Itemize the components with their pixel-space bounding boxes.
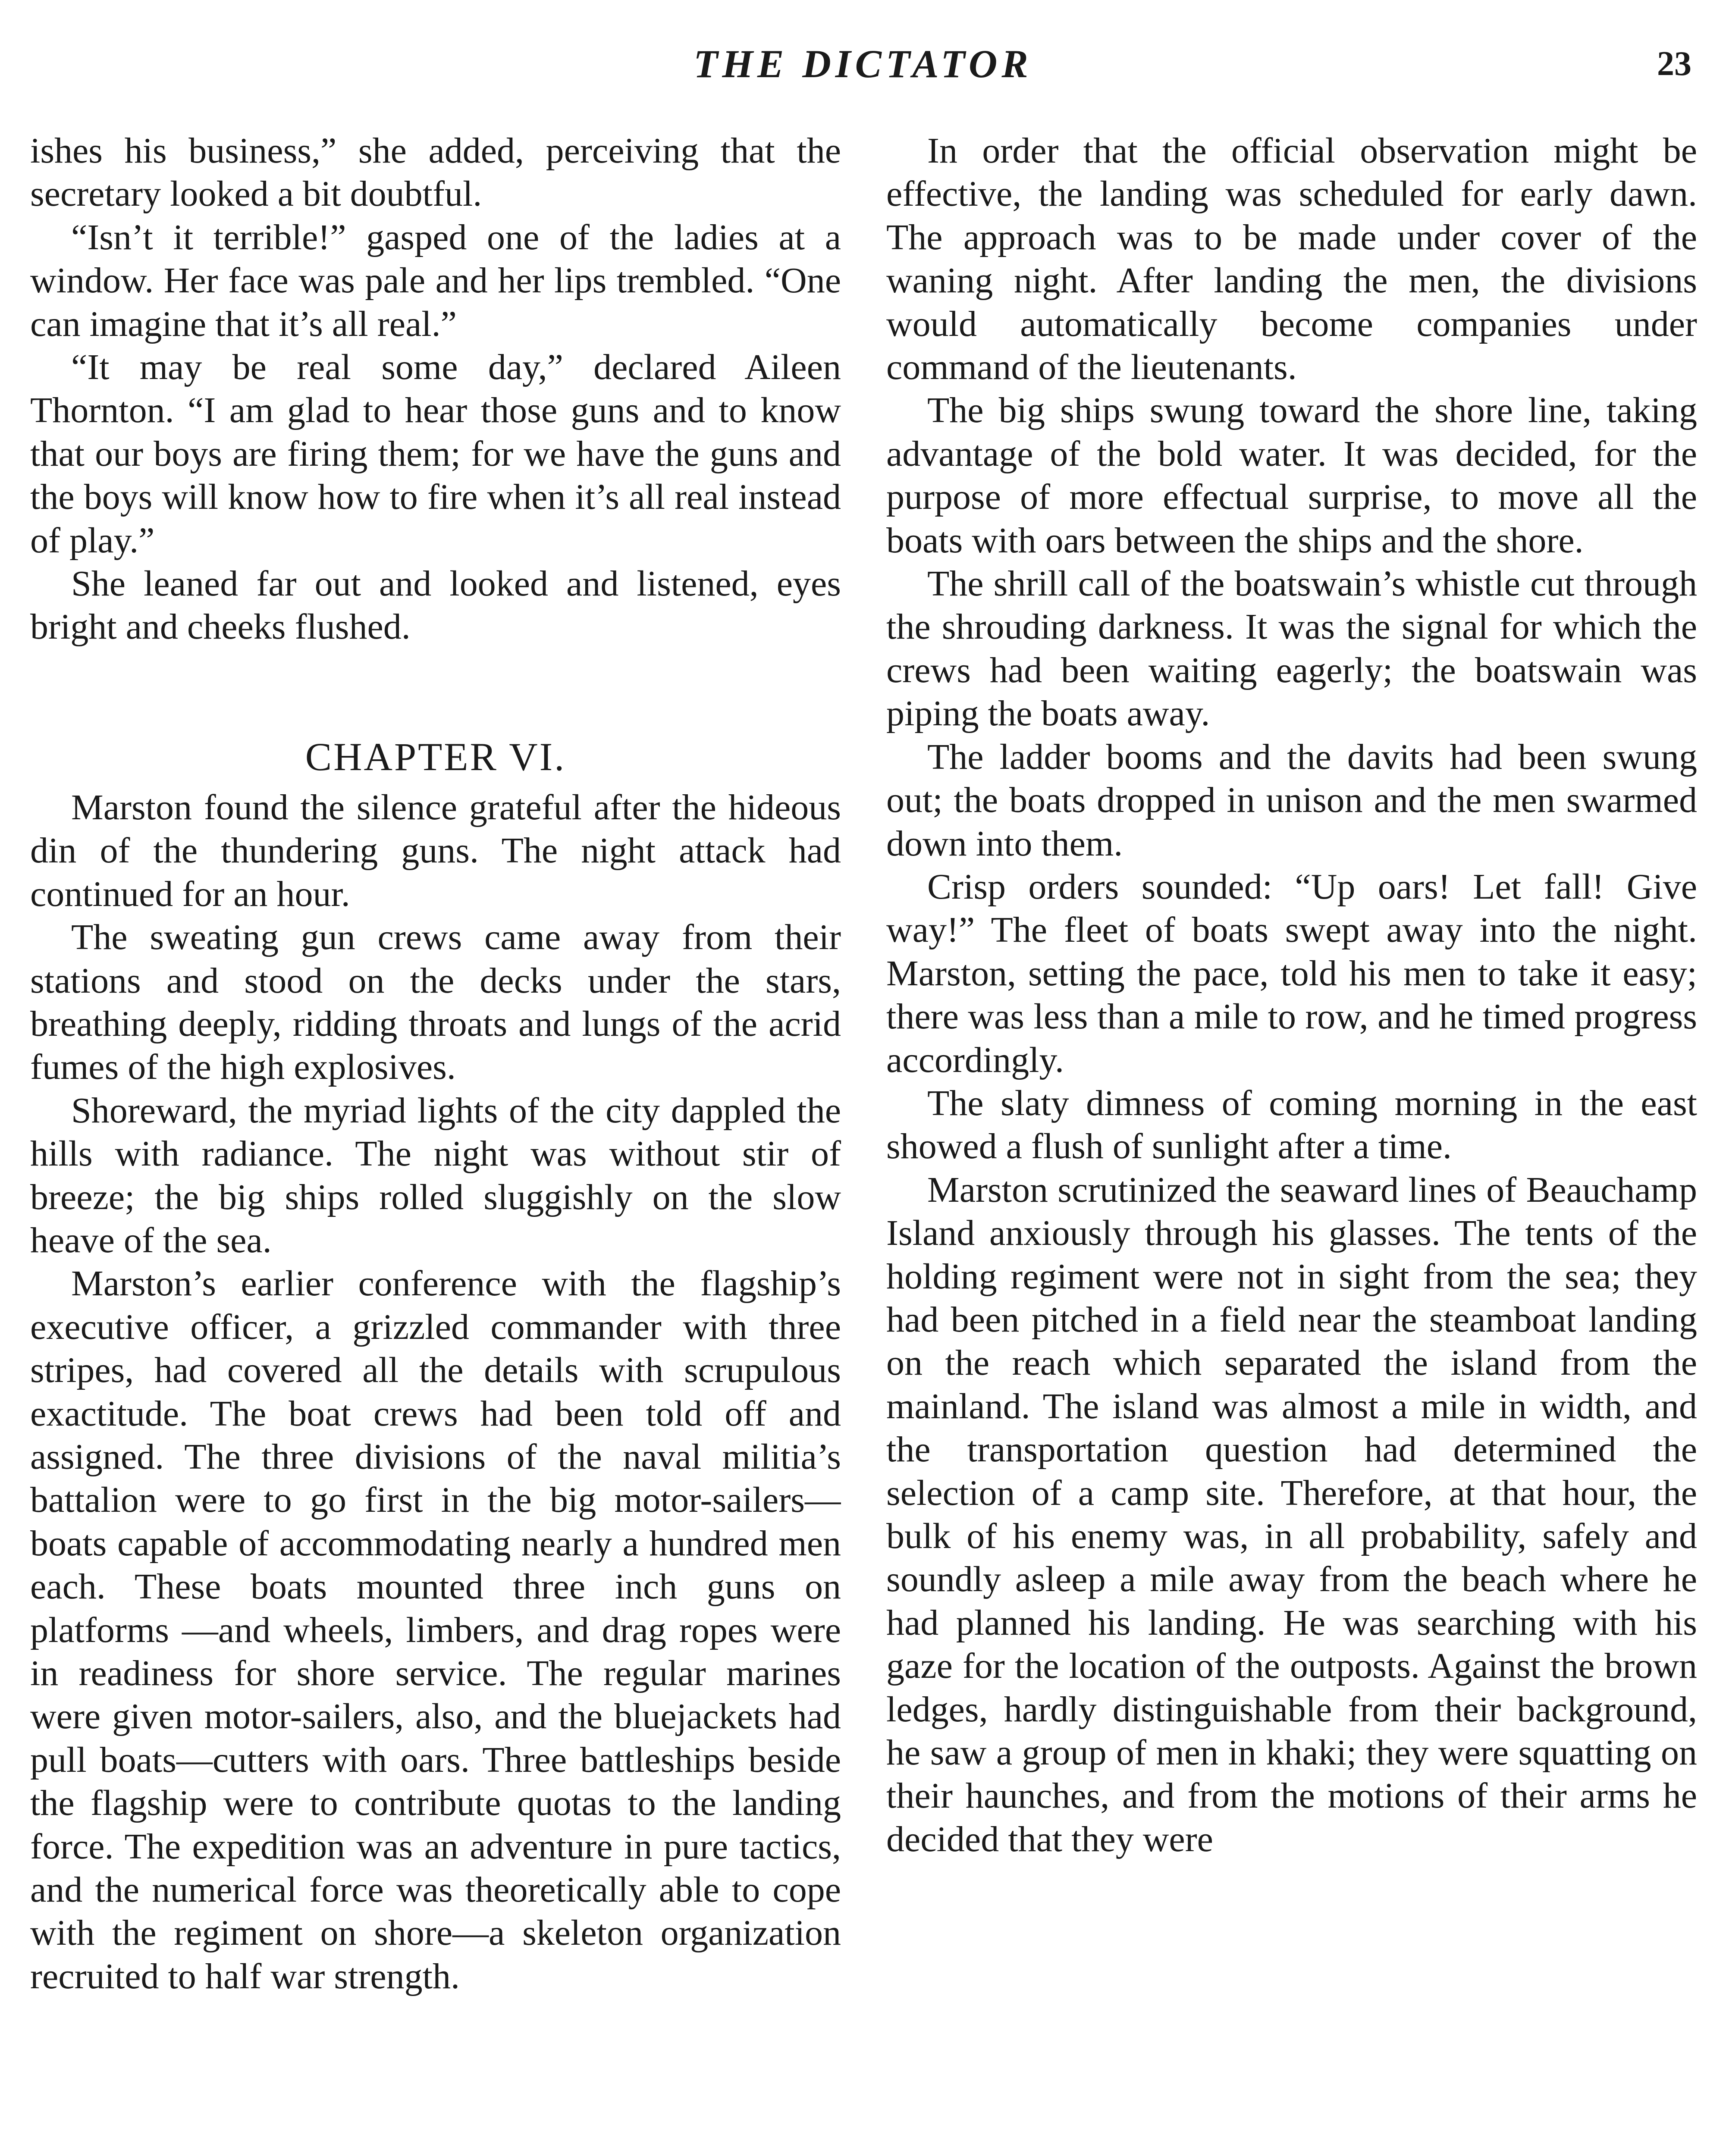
paragraph: “It may be real some day,” declared Aileen Thornton. “I am glad to hear those guns and to know that our boys are firing them; for we have the guns and the boys will know how to fire when it’s all real instead of play.” <box>30 347 841 561</box>
page-number: 23 <box>1657 45 1691 83</box>
paragraph: Crisp orders sounded: “Up oars! Let fall! Give way!” The fleet of boats swept away into the night. Marston, setting the pace, told his men to take it easy; there was less than a mile to row, and he timed progress accordingly. <box>886 866 1697 1080</box>
paragraph: The slaty dimness of coming morning in the east showed a flush of sunlight after a time. <box>886 1083 1697 1167</box>
chapter-heading: CHAPTER VI. <box>305 734 566 779</box>
paragraph: Marston’s earlier conference with the flagship’s executive officer, a grizzled commander with three stripes, had covered all the details with scrupulous exactitude. The boat crews had been told off and assigned. The three divisions of the naval militia’s battalion were to go first in the big motor-sailers—boats capable of accommodating nearly a hundred men each. These boats mounted three inch guns on platforms —and wheels, limbers, and drag ropes were in readiness for shore service. The regular marines were given motor-sailers, also, and the bluejackets had pull boats—cutters with oars. Three battleships beside the flagship were to contribute quotas to the landing force. The expedition was an adventure in pure tactics, and the numerical force was theoretically able to cope with the regiment on shore—a skeleton organization recruited to half war strength. <box>30 1263 841 1996</box>
running-head <box>0 41 1726 93</box>
paragraph: ishes his business,” she added, perceiving that the secretary looked a bit doubtful. <box>30 131 841 214</box>
paragraph: The big ships swung toward the shore line, taking advantage of the bold water. It was decided, for the purpose of more effectual surprise, to move all the boats with oars between the ships and the shore. <box>886 390 1697 561</box>
paragraph: Marston scrutinized the seaward lines of Beauchamp Island anxiously through his glasses. The tents of the holding regiment were not in sight from the sea; they had been pitched in a field near the steamboat landing on the reach which separated the island from the mainland. The island was almost a mile in width, and the transportation question had determined the selection of a camp site. Therefore, at that hour, the bulk of his enemy was, in all probability, safely and soundly asleep a mile away from the beach where he had planned his landing. He was searching with his gaze for the location of the outposts. Against the brown ledges, hardly distinguishable from their background, he saw a group of men in khaki; they were squatting on their haunches, and from the motions of their arms he decided that they were <box>886 1169 1697 1859</box>
left-column <box>30 129 841 2156</box>
paragraph: In order that the official observation might be effective, the landing was scheduled for early dawn. The approach was to be made under cover of the waning night. After landing the men, the divisions would automatically become companies under command of the lieutenants. <box>886 131 1697 388</box>
paragraph: The sweating gun crews came away from their stations and stood on the decks under the stars, breathing deeply, ridding throats and lungs of the acrid fumes of the high explosives. <box>30 917 841 1087</box>
paragraph: “Isn’t it terrible!” gasped one of the ladies at a window. Her face was pale and her lips trembled. “One can imagine that it’s all real.” <box>30 217 841 344</box>
paragraph: She leaned far out and looked and listened, eyes bright and cheeks flushed. <box>30 564 841 647</box>
paragraph: Marston found the silence grateful after the hideous din of the thundering guns. The night attack had continued for an hour. <box>30 787 841 914</box>
right-column <box>886 129 1697 2156</box>
paragraph: Shoreward, the myriad lights of the city dappled the hills with radiance. The night was without stir of breeze; the big ships rolled sluggishly on the slow heave of the sea. <box>30 1090 841 1260</box>
running-title: THE DICTATOR <box>694 42 1032 86</box>
paragraph: The shrill call of the boatswain’s whistle cut through the shrouding darkness. It was the signal for which the crews had been waiting eagerly; the boatswain was piping the boats away. <box>886 564 1697 734</box>
paragraph: The ladder booms and the davits had been swung out; the boats dropped in unison and the men swarmed down into them. <box>886 736 1697 864</box>
